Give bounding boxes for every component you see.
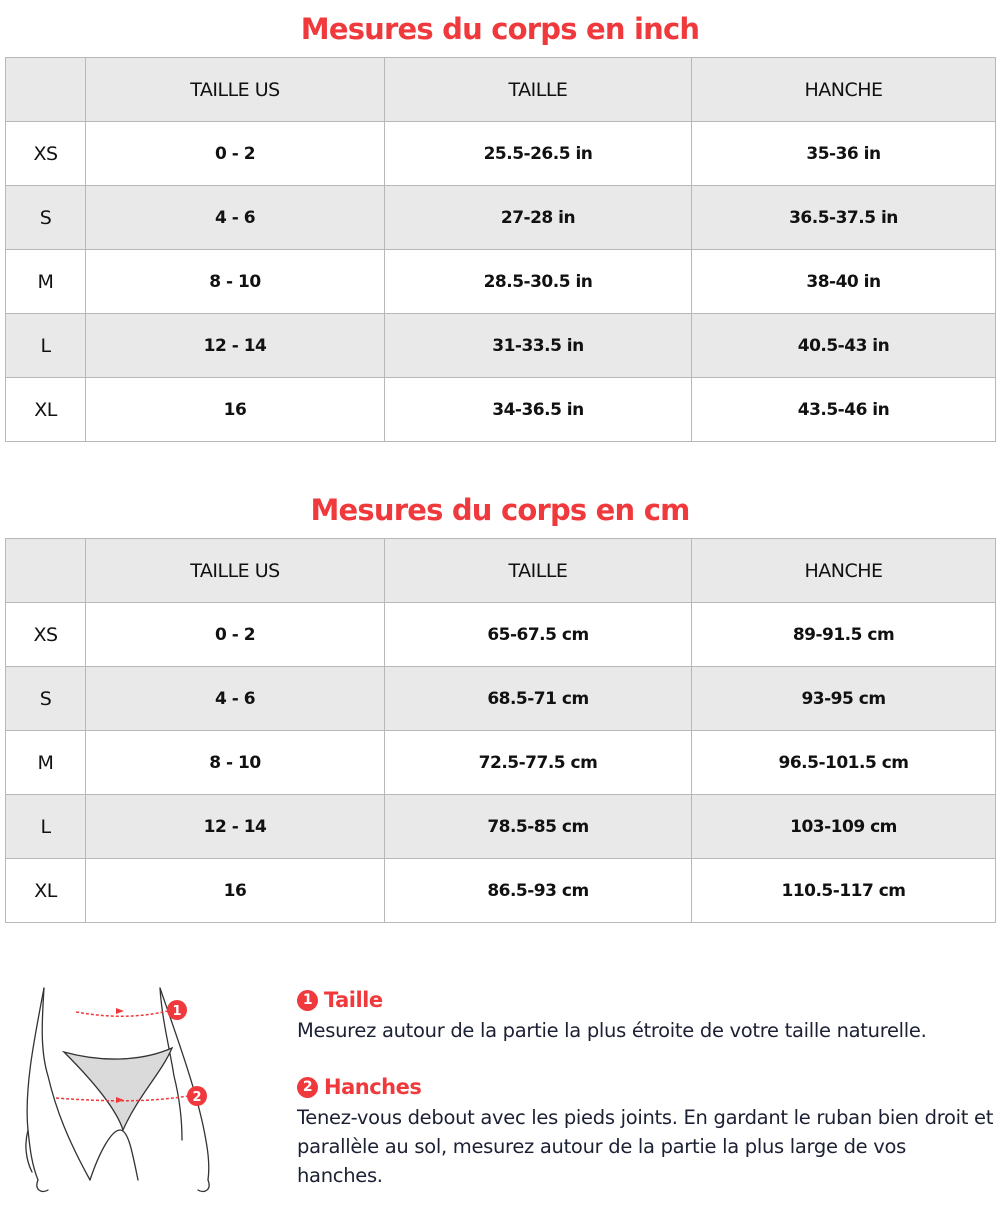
measurement-cell: 34-36.5 in xyxy=(385,378,692,442)
table-row xyxy=(6,314,996,378)
measurement-cell: 12 - 14 xyxy=(86,314,385,378)
cm-table-title: Mesures du corps en cm xyxy=(310,493,690,527)
instruction-waist-text: Mesurez autour de la partie la plus étroite de votre taille naturelle. xyxy=(297,1019,927,1042)
inch-size-table xyxy=(5,57,996,442)
waist-measure-line xyxy=(76,1010,172,1016)
size-label-cell: S xyxy=(6,186,86,250)
instruction-waist xyxy=(297,986,997,1045)
waist-marker-number: 1 xyxy=(172,1004,182,1019)
instruction-hips xyxy=(297,1073,997,1190)
column-header: TAILLE US xyxy=(86,539,385,603)
measurement-cell: 40.5-43 in xyxy=(692,314,996,378)
instruction-waist-heading xyxy=(297,986,997,1014)
measurement-cell: 25.5-26.5 in xyxy=(385,122,692,186)
instruction-hips-title: Hanches xyxy=(324,1075,422,1099)
size-label-cell: S xyxy=(6,667,86,731)
measurement-cell: 38-40 in xyxy=(692,250,996,314)
instruction-hips-heading xyxy=(297,1073,997,1101)
waist-arrow-icon xyxy=(116,1008,124,1014)
measurement-cell: 96.5-101.5 cm xyxy=(692,731,996,795)
inch-table-title: Mesures du corps en inch xyxy=(300,12,700,46)
measurement-cell: 16 xyxy=(86,859,385,923)
measurement-cell: 93-95 cm xyxy=(692,667,996,731)
measurement-cell: 4 - 6 xyxy=(86,186,385,250)
measurement-cell: 36.5-37.5 in xyxy=(692,186,996,250)
size-label-cell: L xyxy=(6,795,86,859)
measurement-cell: 16 xyxy=(86,378,385,442)
measurement-cell: 110.5-117 cm xyxy=(692,859,996,923)
hip-marker-number: 2 xyxy=(192,1090,202,1105)
measurement-cell: 35-36 in xyxy=(692,122,996,186)
column-header: HANCHE xyxy=(692,58,996,122)
measurement-cell: 28.5-30.5 in xyxy=(385,250,692,314)
instruction-hips-text: Tenez-vous debout avec les pieds joints. En gardant le ruban bien droit et parallèle au sol, mesurez autour de la partie la plus large de vos hanches. xyxy=(297,1106,994,1187)
column-header: TAILLE US xyxy=(86,58,385,122)
size-label-cell: XS xyxy=(6,122,86,186)
size-label-cell: XS xyxy=(6,603,86,667)
measurement-cell: 68.5-71 cm xyxy=(385,667,692,731)
measurement-cell: 8 - 10 xyxy=(86,731,385,795)
instruction-waist-title: Taille xyxy=(324,988,383,1012)
table-row xyxy=(6,122,996,186)
table-row xyxy=(6,795,996,859)
table-row xyxy=(6,378,996,442)
measurement-cell: 89-91.5 cm xyxy=(692,603,996,667)
number-one-icon: 1 xyxy=(297,990,318,1011)
header-corner-cell xyxy=(6,58,86,122)
number-two-icon: 2 xyxy=(297,1077,318,1098)
measurement-cell: 43.5-46 in xyxy=(692,378,996,442)
measurement-cell: 0 - 2 xyxy=(86,603,385,667)
measurement-cell: 4 - 6 xyxy=(86,667,385,731)
column-header: HANCHE xyxy=(692,539,996,603)
size-label-cell: M xyxy=(6,250,86,314)
measurement-cell: 12 - 14 xyxy=(86,795,385,859)
header-corner-cell xyxy=(6,539,86,603)
column-header: TAILLE xyxy=(385,539,692,603)
column-header: TAILLE xyxy=(385,58,692,122)
measurement-cell: 31-33.5 in xyxy=(385,314,692,378)
size-label-cell: XL xyxy=(6,859,86,923)
size-label-cell: XL xyxy=(6,378,86,442)
table-row xyxy=(6,250,996,314)
body-figure-svg xyxy=(20,980,245,1200)
measurement-cell: 72.5-77.5 cm xyxy=(385,731,692,795)
cm-size-table xyxy=(5,538,996,923)
table-row xyxy=(6,731,996,795)
measurement-cell: 8 - 10 xyxy=(86,250,385,314)
table-row xyxy=(6,667,996,731)
table-row xyxy=(6,186,996,250)
table-header-row xyxy=(6,539,996,603)
table-row xyxy=(6,859,996,923)
underwear-shape xyxy=(64,1048,172,1130)
body-measurement-illustration xyxy=(20,980,245,1200)
measurement-cell: 0 - 2 xyxy=(86,122,385,186)
measurement-cell: 65-67.5 cm xyxy=(385,603,692,667)
size-label-cell: L xyxy=(6,314,86,378)
size-label-cell: M xyxy=(6,731,86,795)
measurement-cell: 78.5-85 cm xyxy=(385,795,692,859)
measurement-cell: 86.5-93 cm xyxy=(385,859,692,923)
measurement-cell: 27-28 in xyxy=(385,186,692,250)
measurement-cell: 103-109 cm xyxy=(692,795,996,859)
table-row xyxy=(6,603,996,667)
table-header-row xyxy=(6,58,996,122)
